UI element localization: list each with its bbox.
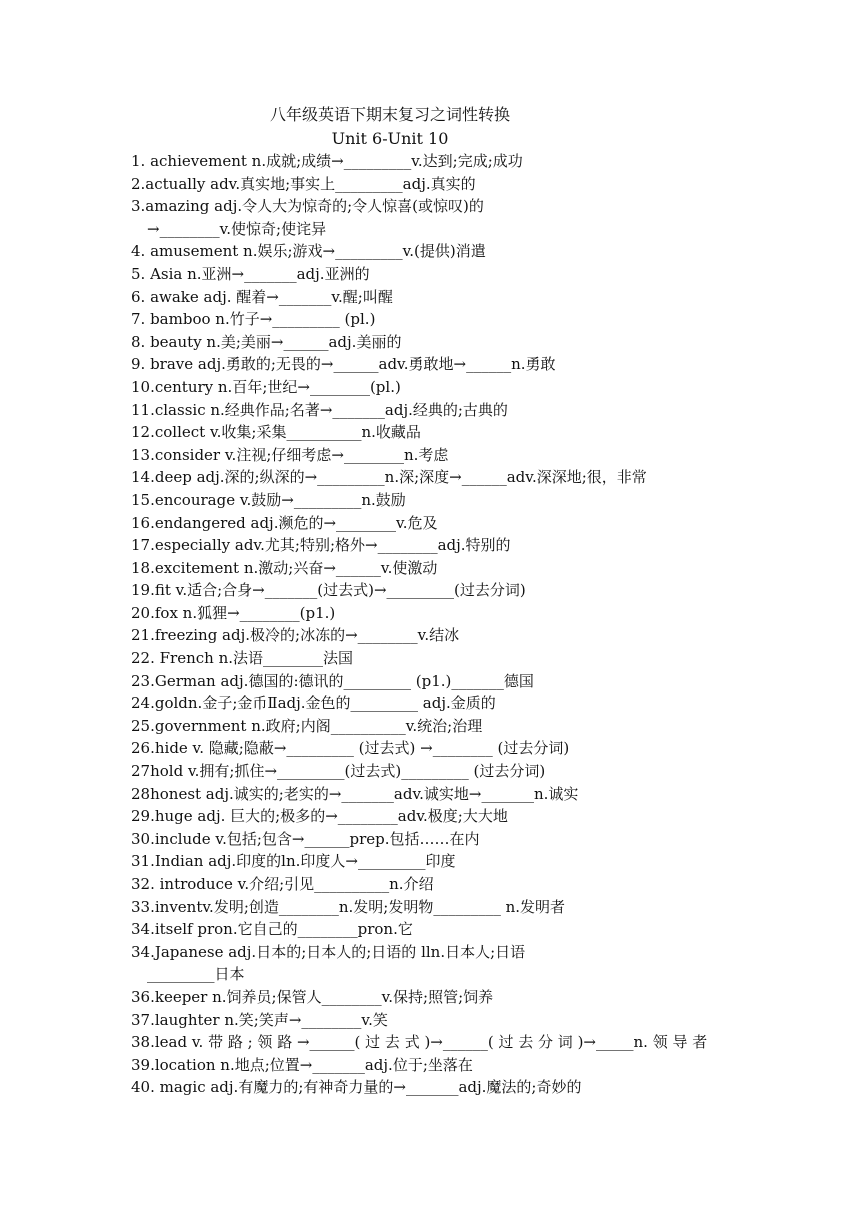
exercise-line: 22. French n.法语________法国 xyxy=(131,649,353,668)
exercise-line: 26.hide v. 隐藏;隐蔽→_________ (过去式) →________ (过去分词) xyxy=(131,739,570,758)
exercise-line: 10.century n.百年;世纪→________(pl.) xyxy=(131,377,401,396)
exercise-line: 21.freezing adj.极冷的;冰冻的→________v.结冰 xyxy=(131,626,460,645)
exercise-line: 15.encourage v.鼓励→_________n.鼓励 xyxy=(131,490,406,509)
exercise-line: 20.fox n.狐狸→________(p1.) xyxy=(131,603,336,622)
exercise-line: 28honest adj.诚实的;老实的→_______adv.诚实地→_______n.诚实 xyxy=(131,784,579,803)
exercise-line: 36.keeper n.饲养员;保管人________v.保持;照管;饲养 xyxy=(131,987,494,1006)
exercise-line: 8. beauty n.美;美丽→______adj.美丽的 xyxy=(131,332,402,351)
exercise-line: 9. brave adj.勇敢的;无畏的→______adv.勇敢地→______n.勇敢 xyxy=(131,355,556,374)
exercise-line: 39.location n.地点;位置→_______adj.位于;坐落在 xyxy=(131,1055,473,1074)
exercise-line: 33.inventv.发明;创造________n.发明;发明物_________ n.发明者 xyxy=(131,897,566,916)
exercise-line: 32. introduce v.介绍;引见__________n.介绍 xyxy=(131,875,434,893)
exercise-line: 17.especially adv.尤其;特别;格外→________adj.特别的 xyxy=(131,536,511,555)
exercise-line: 24.goldn.金子;金币Ⅱadj.金色的_________ adj.金质的 xyxy=(131,694,496,713)
exercise-line: 12.collect v.收集;采集__________n.收藏品 xyxy=(131,423,421,442)
exercise-line: 29.huge adj. 巨大的;极多的→________adv.极度;大大地 xyxy=(131,807,508,826)
exercise-line: 6. awake adj. 醒着→_______v.醒;叫醒 xyxy=(131,287,393,306)
document-subtitle: Unit 6-Unit 10 xyxy=(331,129,449,148)
exercise-line: 1. achievement n.成就;成绩→_________v.达到;完成;成功 xyxy=(131,152,523,170)
exercise-line: 4. amusement n.娱乐;游戏→_________v.(提供)消遣 xyxy=(131,242,486,261)
exercise-line: 11.classic n.经典作品;名著→_______adj.经典的;古典的 xyxy=(131,400,508,419)
exercise-line: 30.include v.包括;包含→______prep.包括……在内 xyxy=(131,829,480,848)
exercise-line: 18.excitement n.激动;兴奋→______v.使激动 xyxy=(131,558,438,577)
exercise-line: 14.deep adj.深的;纵深的→_________n.深;深度→______adv.深深地;很，非常 xyxy=(131,468,647,487)
exercise-line: 3.amazing adj.令人大为惊奇的;令人惊喜(或惊叹)的 xyxy=(131,197,484,216)
exercise-line: 34.Japanese adj.日本的;日本人的;日语的 lln.日本人;日语 xyxy=(131,942,526,961)
document-title: 八年级英语下期末复习之词性转换 xyxy=(269,105,510,124)
exercise-line: 5. Asia n.亚洲→_______adj.亚洲的 xyxy=(131,264,370,283)
exercise-line: 38.lead v. 带 路 ; 领 路 →______( 过 去 式 )→______( 过 去 分 词 )→_____n. 领 导 者 xyxy=(131,1033,708,1052)
exercise-line: 2.actually adv.真实地;事实上_________adj.真实的 xyxy=(131,174,476,193)
exercise-line: _________日本 xyxy=(147,965,245,984)
exercise-line: 40. magic adj.有魔力的;有神奇力量的→_______adj.魔法的;奇妙的 xyxy=(131,1078,582,1097)
exercise-line: 25.government n.政府;内阁__________v.统治;治理 xyxy=(131,716,483,735)
exercise-line: 34.itself pron.它自己的________pron.它 xyxy=(131,920,413,939)
exercise-line: 7. bamboo n.竹子→_________ (pl.) xyxy=(131,310,376,329)
exercise-line: 37.laughter n.笑;笑声→________v.笑 xyxy=(131,1010,388,1029)
exercise-line: 31.Indian adj.印度的ln.印度人→_________印度 xyxy=(131,852,456,871)
exercise-line: 13.consider v.注视;仔细考虑→________n.考虑 xyxy=(131,445,449,464)
exercise-line: 23.German adj.德国的:德讯的_________ (p1.)_______德国 xyxy=(131,671,534,690)
exercise-list xyxy=(131,150,771,1099)
exercise-line: 27hold v.拥有;抓住→_________(过去式)_________ (过去分词) xyxy=(131,762,546,781)
exercise-line: 19.fit v.适合;合身→_______(过去式)→_________(过去分词) xyxy=(131,581,526,600)
exercise-line: 16.endangered adj.濒危的→________v.危及 xyxy=(131,513,438,532)
exercise-line: →________v.使惊奇;使诧异 xyxy=(147,219,327,238)
